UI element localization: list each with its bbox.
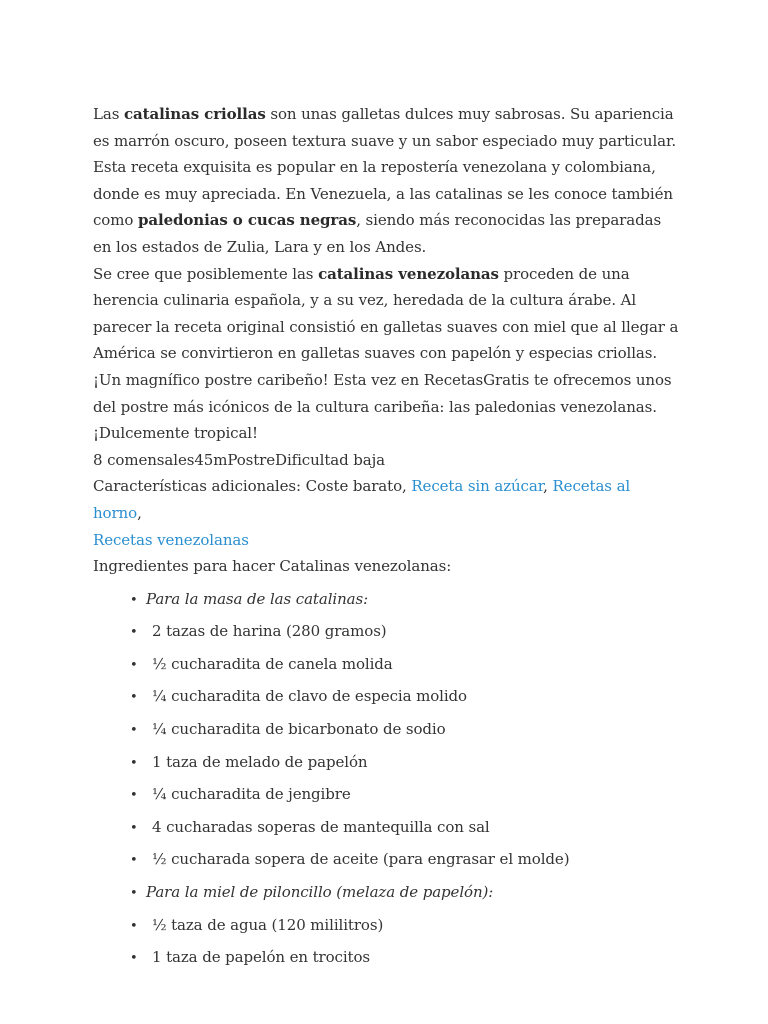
ingredient-text: Para la miel de piloncillo (melaza de papelón): bbox=[146, 883, 494, 902]
ingredients-heading: Ingredientes para hacer Catalinas venezolanas: bbox=[93, 557, 452, 576]
bullet-icon: • bbox=[130, 657, 138, 673]
recipe-content bbox=[93, 101, 683, 974]
link-recetas-al-horno[interactable]: Recetas al horno bbox=[93, 477, 631, 522]
bullet-icon: • bbox=[130, 918, 138, 934]
ingredient-text: 1 taza de papelón en trocitos bbox=[152, 948, 371, 967]
additional-characteristics bbox=[93, 473, 683, 553]
ingredient-item bbox=[130, 909, 683, 942]
separator: , bbox=[137, 503, 142, 522]
intro-bold-catalinas-criollas: catalinas criollas bbox=[123, 105, 266, 123]
ingredient-text: 2 tazas de harina (280 gramos) bbox=[152, 622, 387, 641]
history-text: proceden de una herencia culinaria española, y a su vez, heredada de la cultura árabe. Al parecer la receta original consistió en galletas suaves con miel que al llegar a América se convirtieron en galletas suaves con papelón y especias criollas. ¡Un magnífico postre caribeño! Esta vez en RecetasGratis te ofrecemos unos del postre más icónicos de la cultura caribeña: las paledonias venezolanas. ¡Dulcemente tropical! bbox=[93, 264, 679, 443]
ingredients-list bbox=[93, 583, 683, 974]
separator: , bbox=[543, 477, 553, 496]
ingredient-item bbox=[130, 680, 683, 713]
bullet-icon: • bbox=[130, 820, 138, 836]
ingredient-text: ½ cucharada sopera de aceite (para engrasar el molde) bbox=[152, 850, 570, 869]
history-text: Se cree que posiblemente las bbox=[93, 264, 319, 283]
recipe-meta: 8 comensales45mPostreDificultad baja bbox=[93, 450, 386, 469]
bullet-icon: • bbox=[130, 592, 138, 608]
intro-bold-paledonias: paledonias o cucas negras bbox=[137, 211, 357, 230]
history-bold-catalinas-venezolanas: catalinas venezolanas bbox=[318, 264, 499, 283]
bullet-icon: • bbox=[130, 625, 138, 641]
bullet-icon: • bbox=[130, 755, 138, 771]
ingredient-group-heading bbox=[130, 583, 683, 616]
characteristics-label: Características adicionales: Coste barato, bbox=[93, 477, 412, 496]
ingredient-item bbox=[130, 746, 683, 779]
bullet-icon: • bbox=[130, 951, 138, 967]
ingredient-text: Para la masa de las catalinas: bbox=[146, 589, 369, 608]
ingredient-text: 1 taza de melado de papelón bbox=[152, 752, 368, 771]
ingredient-text: ¼ cucharadita de clavo de especia molido bbox=[152, 687, 467, 706]
ingredient-item bbox=[130, 778, 683, 811]
bullet-icon: • bbox=[130, 853, 138, 869]
ingredient-item bbox=[130, 713, 683, 746]
bullet-icon: • bbox=[130, 788, 138, 804]
ingredient-item bbox=[130, 811, 683, 844]
ingredient-text: ¼ cucharadita de jengibre bbox=[152, 785, 351, 804]
ingredient-item bbox=[130, 648, 683, 681]
ingredient-text: ½ taza de agua (120 mililitros) bbox=[152, 915, 384, 934]
link-receta-sin-azucar[interactable]: Receta sin azúcar bbox=[411, 477, 544, 496]
intro-text: , siendo más reconocidas las preparadas en los estados de Zulia, Lara y en los Andes. bbox=[93, 211, 662, 256]
ingredient-item bbox=[130, 615, 683, 648]
history-paragraph bbox=[93, 261, 683, 447]
ingredient-text: 4 cucharadas soperas de mantequilla con sal bbox=[152, 817, 490, 836]
ingredient-text: ¼ cucharadita de bicarbonato de sodio bbox=[152, 720, 446, 739]
bullet-icon: • bbox=[130, 690, 138, 706]
ingredient-text: ½ cucharadita de canela molida bbox=[152, 654, 393, 673]
intro-text: son unas galletas dulces muy sabrosas. Su apariencia es marrón oscuro, poseen textura suave y un sabor especiado muy particular. Esta receta exquisita es popular en la repostería venezolana y colombiana, donde es muy apreciada. En Venezuela, a las catalinas se les conoce también como bbox=[93, 105, 677, 230]
bullet-icon: • bbox=[130, 886, 138, 902]
ingredient-group-heading bbox=[130, 876, 683, 909]
link-recetas-venezolanas[interactable]: Recetas venezolanas bbox=[93, 530, 249, 549]
ingredient-item bbox=[130, 843, 683, 876]
intro-paragraph bbox=[93, 101, 683, 261]
bullet-icon: • bbox=[130, 723, 138, 739]
ingredient-item bbox=[130, 941, 683, 974]
intro-text: Las bbox=[93, 105, 124, 123]
